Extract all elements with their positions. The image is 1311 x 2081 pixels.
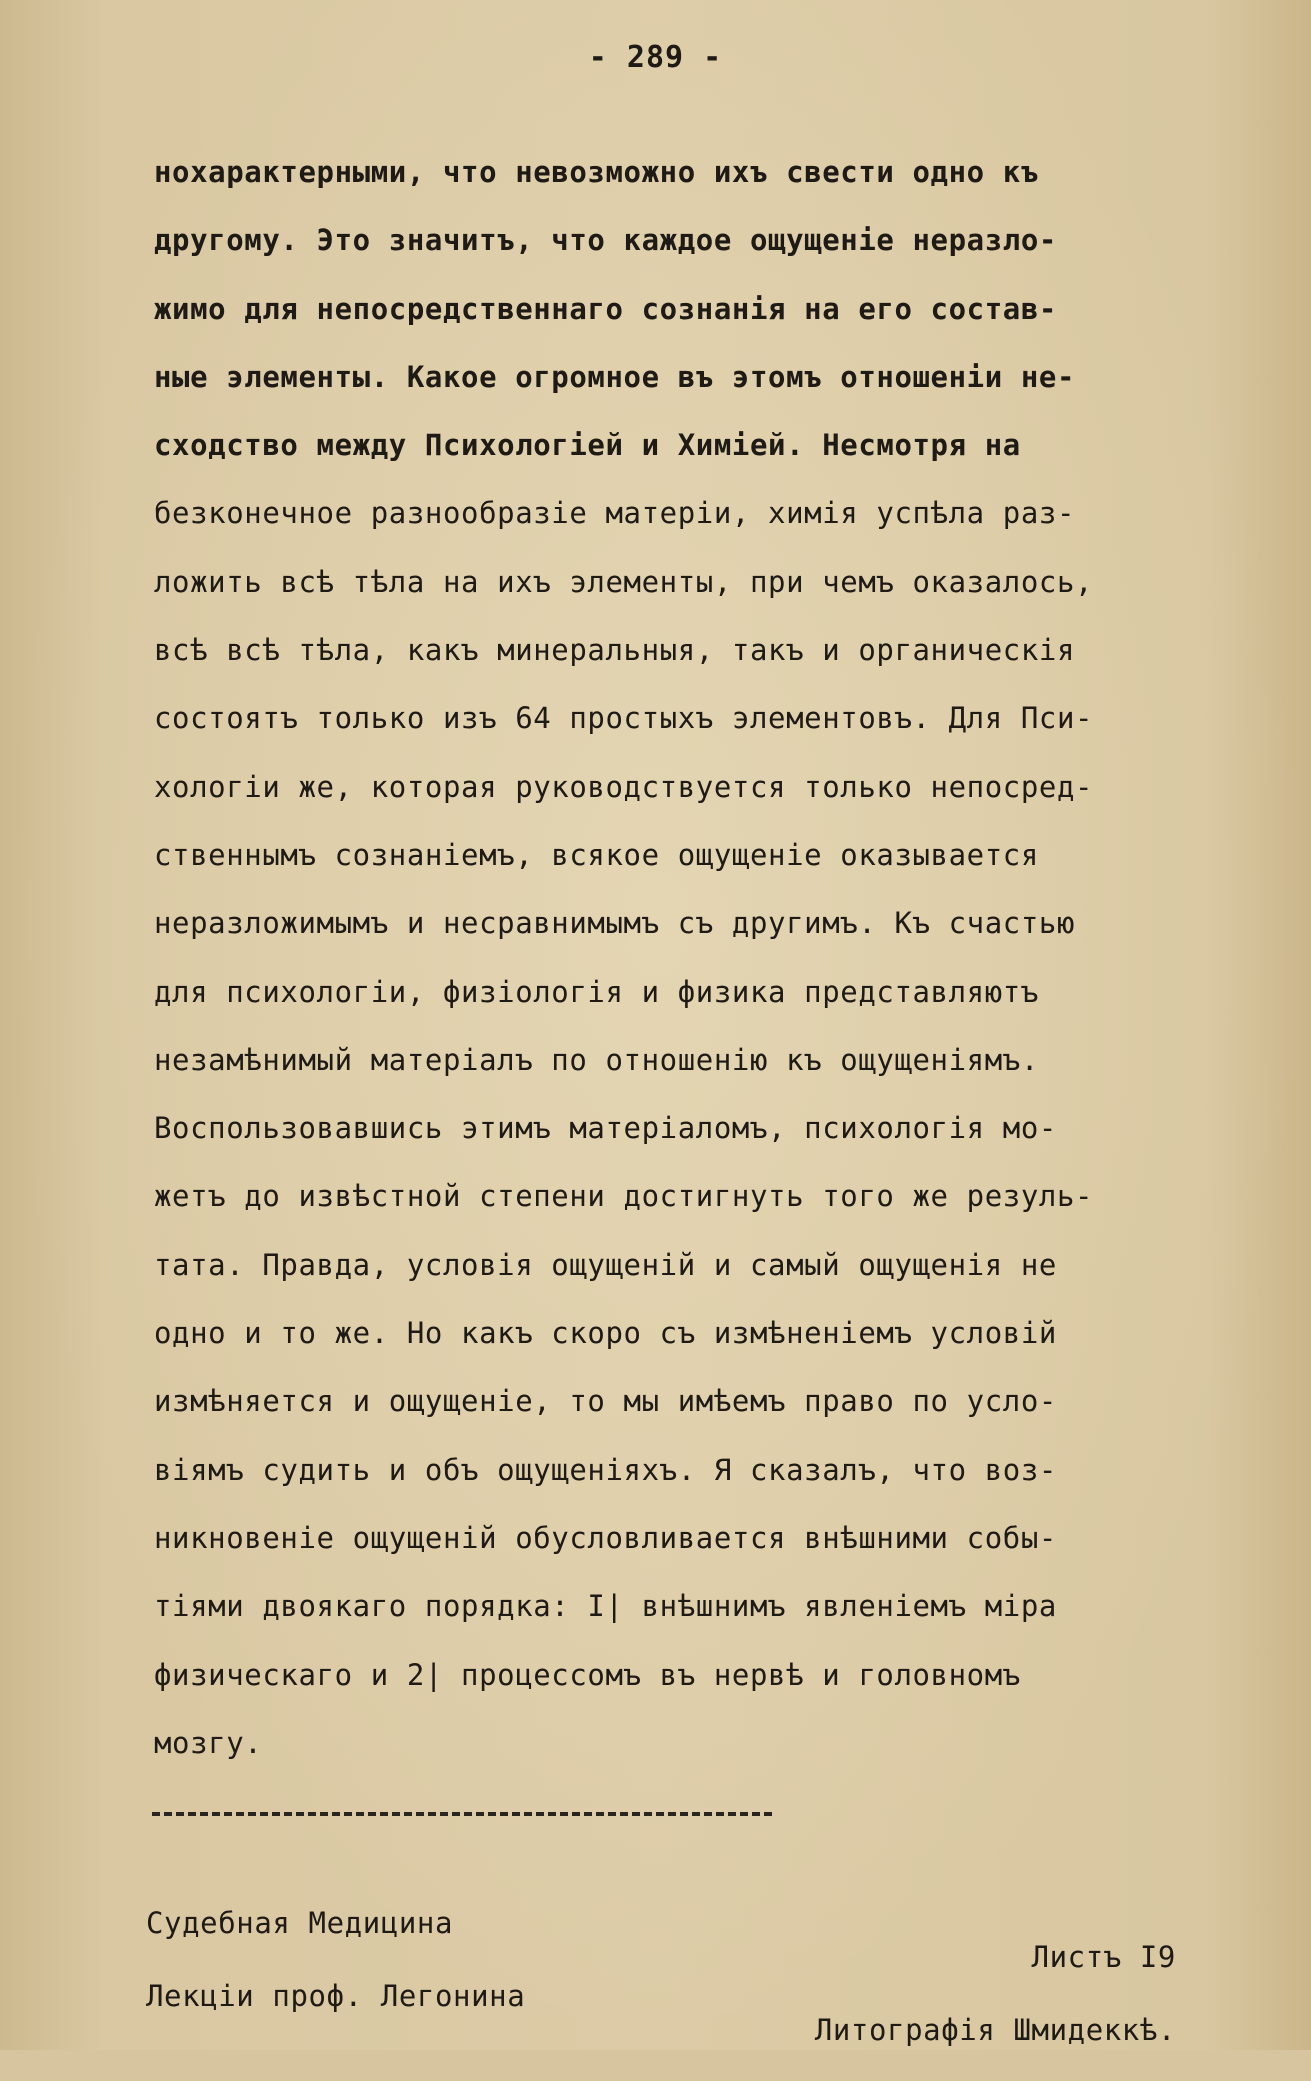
text-line: ные элементы. Какое огромное въ этомъ отношеніи не- xyxy=(154,359,1076,394)
footer-course-title: Судебная Медицина xyxy=(146,1906,454,1940)
text-line: жимо для непосредственнаго сознанія на его состав- xyxy=(154,291,1057,326)
text-line: ственнымъ сознаніемъ, всякое ощущеніе оказывается xyxy=(154,837,1039,872)
body-text xyxy=(154,138,1244,1777)
text-line: тата. Правда, условія ощущеній и самый ощущенія не xyxy=(154,1247,1057,1282)
page-number: - 289 - xyxy=(588,40,723,75)
footer-row xyxy=(146,1945,1176,2081)
text-line: никновеніе ощущеній обусловливается внѣшними собы- xyxy=(154,1520,1057,1555)
text-line: неразложимымъ и несравнимымъ съ другимъ. Къ счастью xyxy=(154,906,1076,941)
footer-sheet-number: Листъ I9 xyxy=(1031,1940,1176,1974)
text-line: одно и то же. Но какъ скоро съ измѣненіемъ условій xyxy=(154,1316,1057,1351)
text-line: незамѣнимый матеріалъ по отношенію къ ощущеніямъ. xyxy=(154,1042,1039,1077)
text-line: мозгу. xyxy=(154,1725,263,1760)
text-line: безконечное разнообразіе матеріи, химія успѣла раз- xyxy=(154,496,1076,531)
footer-lecturer: Лекціи проф. Легонина xyxy=(146,1979,526,2013)
text-line: всѣ всѣ тѣла, какъ минеральныя, такъ и органическія xyxy=(154,633,1076,668)
text-line: измѣняется и ощущеніе, то мы имѣемъ право по усло- xyxy=(154,1384,1057,1419)
footer-printer: Литографія Шмидеккѣ. xyxy=(814,2013,1176,2047)
text-line: для психологіи, физіологія и физика представляютъ xyxy=(154,974,1039,1009)
text-line: ложить всѣ тѣла на ихъ элементы, при чемъ оказалось, xyxy=(154,564,1094,599)
text-line: нохарактерными, что невозможно ихъ свести одно къ xyxy=(154,155,1039,189)
text-line: тіями двоякаго порядка: I| внѣшнимъ явленіемъ міра xyxy=(154,1589,1057,1624)
text-line: состоятъ только изъ 64 простыхъ элементовъ. Для Пси- xyxy=(154,701,1094,736)
text-line: Воспользовавшись этимъ матеріаломъ, психологія мо- xyxy=(154,1111,1057,1146)
section-divider xyxy=(152,1812,772,1816)
text-line: другому. Это значитъ, что каждое ощущеніе неразло- xyxy=(154,223,1057,258)
text-line: хологіи же, которая руководствуется только непосред- xyxy=(154,769,1094,804)
text-line: віямъ судить и объ ощущеніяхъ. Я сказалъ, что воз- xyxy=(154,1452,1057,1487)
text-line: жетъ до извѣстной степени достигнуть того же резуль- xyxy=(154,1179,1094,1214)
text-line: сходство между Психологіей и Химіей. Несмотря на xyxy=(154,428,1021,463)
text-line: физическаго и 2| процессомъ въ нервѣ и головномъ xyxy=(154,1657,1021,1692)
